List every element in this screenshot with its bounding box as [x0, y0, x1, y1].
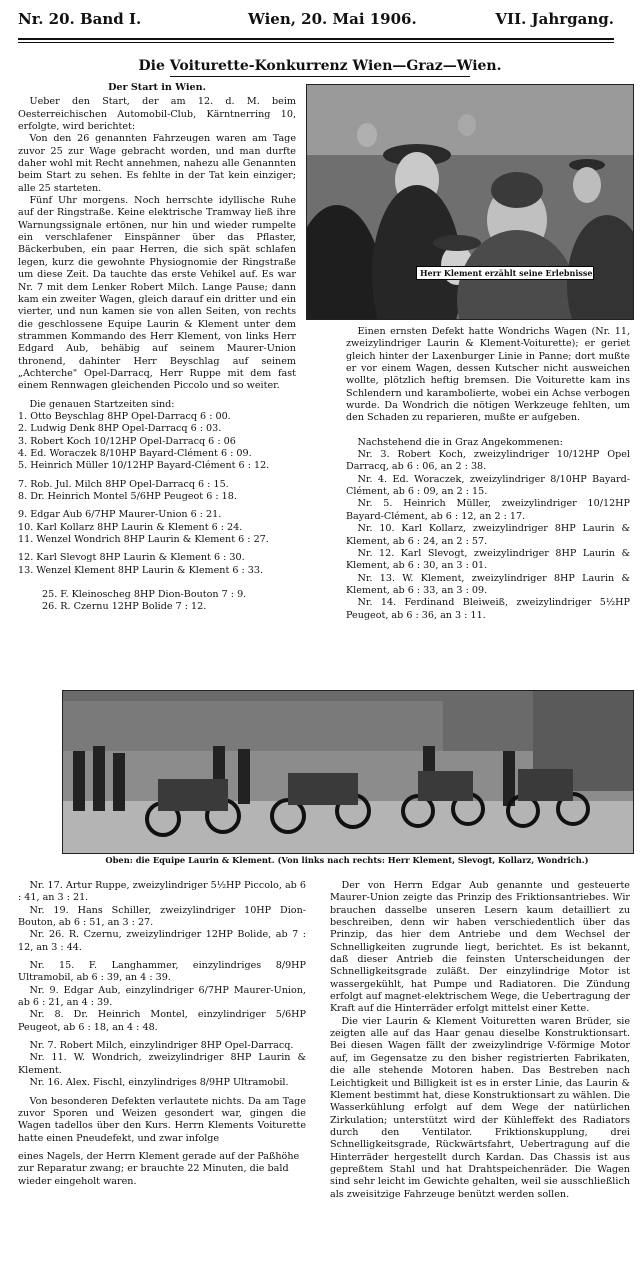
arrival-list-item: Nr. 7. Robert Milch, einzylindriger 8HP Opel-Darracq. — [29, 1040, 294, 1052]
crowd-illustration — [307, 85, 633, 319]
paragraph: Der von Herrn Edgar Aub genannte und gesteuerte Maurer-Union zeigte das Prinzip des Friktionsantriebes. Wir brauchen dasselbe unseren Lesern kaum detailliert zu beschreiben, denn wir haben verschiedentlich über das Prinzip, das hier dem Antriebe und dem Wechsel der Schnelligkeiten zugrunde liegt, berichtet. Es ist bekannt, daß dieser Antrieb die feinsten Unterscheidungen der Schnelligkeitsgrade zuläßt. Der einzylindrige Motor ist wassergekühlt, hat Pumpe und Radiatoren. Die Zündung erfolgt auf magnet-elektrischem Wege, die Uebertragung der Kraft auf die Hinterräder erfolgt mittelst einer Kette. — [330, 880, 630, 1015]
arrival-list-item: Nr. 15. F. Langhammer, einzylindriges 8/9HP Ultramobil, ab 6 : 39, an 4 : 39. — [18, 960, 306, 984]
start-list-item: 12. Karl Slevogt 8HP Laurin & Klement 6 : 30. — [18, 552, 245, 564]
paragraph: Von besonderen Defekten verlautete nichts. Da am Tage zuvor Sporen und Weizen gesondert war, gingen die Wagen tadellos über den Kurs. Herrn Klements Voiturette hatte einen Pneudefekt, und zwar infolge — [18, 1095, 306, 1144]
arrival-list-item: Nr. 9. Edgar Aub, einzylindriger 6/7HP Maurer-Union, ab 6 : 21, an 4 : 39. — [18, 984, 306, 1009]
graz-list-item: Nr. 14. Ferdinand Bleiweiß, zweizylindriger 5½HP Peugeot, ab 6 : 36, an 3 : 11. — [346, 597, 630, 621]
start-list-item: 1. Otto Beyschlag 8HP Opel-Darracq 6 : 00. — [18, 410, 231, 422]
header-rule — [18, 38, 614, 40]
title-rule — [170, 76, 470, 77]
graz-list-item: Nr. 13. W. Klement, zweizylindriger 8HP Laurin & Klement, ab 6 : 33, an 3 : 09. — [346, 572, 630, 596]
arrival-list-item: Nr. 8. Dr. Heinrich Montel, einzylindriger 5/6HP Peugeot, ab 6 : 18, an 4 : 48. — [18, 1009, 306, 1033]
start-list-item: 25. F. Kleinoscheg 8HP Dion-Bouton 7 : 9. — [42, 589, 247, 601]
start-list-item: 26. R. Czernu 12HP Bolide 7 : 12. — [42, 601, 207, 613]
photo-equipe-laurin-klement — [62, 690, 634, 854]
start-list-item: 11. Wenzel Wondrich 8HP Laurin & Klement 6 : 27. — [18, 534, 269, 546]
graz-list-item: Nr. 3. Robert Koch, zweizylindriger 10/12HP Opel Darracq, ab 6 : 06, an 2 : 38. — [346, 449, 630, 473]
graz-list-item: Nr. 4. Ed. Woraczek, zweizylindriger 8/10HP Bayard-Clément, ab 6 : 09, an 2 : 15. — [346, 473, 630, 498]
graz-list-item: Nr. 12. Karl Slevogt, zweizylindriger 8HP Laurin & Klement, ab 6 : 30, an 3 : 01. — [346, 547, 630, 572]
photo1-caption: Herr Klement erzählt seine Erlebnisse. — [416, 266, 594, 280]
start-list-item: 7. Rob. Jul. Milch 8HP Opel-Darracq 6 : 15. — [18, 478, 229, 490]
graz-heading: Nachstehend die in Graz Angekommenen: — [357, 436, 563, 448]
arrival-list-item: Nr. 26. R. Czernu, zweizylindriger 12HP Bolide, ab 7 : 12, an 3 : 44. — [18, 929, 306, 953]
right-column-top — [346, 326, 630, 622]
start-list-item: 2. Ludwig Denk 8HP Opel-Darracq 6 : 03. — [18, 423, 222, 435]
start-list-item: 13. Wenzel Klement 8HP Laurin & Klement 6 : 33. — [18, 564, 264, 576]
start-list-item: 3. Robert Koch 10/12HP Opel-Darracq 6 : 06 — [18, 435, 236, 447]
start-list-item: 9. Edgar Aub 6/7HP Maurer-Union 6 : 21. — [18, 509, 222, 521]
start-list-item: 10. Karl Kollarz 8HP Laurin & Klement 6 : 24. — [18, 521, 243, 533]
graz-list-item: Nr. 10. Karl Kollarz, zweizylindriger 8HP Laurin & Klement, ab 6 : 24, an 2 : 57. — [346, 523, 630, 547]
paragraph: eines Nagels, der Herrn Klement gerade auf der Paßhöhe zur Reparatur zwang; er brauchte 22 Minuten, die bald wieder eingeholt waren. — [18, 1150, 300, 1187]
article-title: Die Voiturette-Konkurrenz Wien—Graz—Wien. — [138, 58, 502, 74]
page-header — [18, 10, 614, 34]
start-list-item: 8. Dr. Heinrich Montel 5/6HP Peugeot 6 : 18. — [18, 491, 237, 502]
arrival-list-item: Nr. 16. Alex. Fischl, einzylindriges 8/9HP Ultramobil. — [29, 1077, 289, 1089]
paragraph: Ueber den Start, der am 12. d. M. beim Oesterreichischen Automobil-Club, Kärntnerring 10, erfolgte, wird berichtet: — [18, 96, 296, 133]
paragraph: Einen ernsten Defekt hatte Wondrichs Wagen (Nr. 11, zweizylindriger Laurin & Klement-Voiturette); er geriet gleich hinter der Laxenburger Linie in Panne; dort mußte er vor einem Wagen, dessen Kutscher nicht ausweichen wollte, plötzlich heftig bremsen. Die Voiturette kam ins Schlendern und karambolierte, wobei ein Achse verbogen wurde. Da Wondrich die nötigen Werkzeuge fehlten, um den Schaden zu reparieren, mußte er aufgeben. — [346, 326, 630, 424]
cars-illustration — [63, 691, 633, 853]
arrival-list-item: Nr. 11. W. Wondrich, zweizylindriger 8HP Laurin & Klement. — [18, 1052, 306, 1076]
photo2-caption: Oben: die Equipe Laurin & Klement. (Von links nach rechts: Herr Klement, Slevogt, Kollarz, Wondrich.) — [105, 855, 589, 865]
left-column-bottom — [18, 880, 306, 1188]
issue-date: Wien, 20. Mai 1906. — [248, 10, 417, 28]
arrival-list-item: Nr. 19. Hans Schiller, zweizylindriger 10HP Dion-Bouton, ab 6 : 51, an 3 : 27. — [18, 904, 306, 929]
paragraph: Von den 26 genannten Fahrzeugen waren am Tage zuvor 25 zur Wage gebracht worden, und man durfte daher wohl mit Recht annehmen, nahezu alle Genannten beim Start zu sehen. Es fehlte in der Tat kein einziger; alle 25 starteten. — [18, 133, 296, 194]
volume-year: VII. Jahrgang. — [495, 10, 614, 28]
right-column-bottom — [330, 880, 630, 1201]
header-rule-thin — [18, 42, 614, 43]
photo-klement-crowd — [306, 84, 634, 320]
issue-number: Nr. 20. Band I. — [18, 10, 142, 28]
arrival-list-item: Nr. 17. Artur Ruppe, zweizylindriger 5½HP Piccolo, ab 6 : 41, an 3 : 21. — [18, 880, 306, 904]
start-list-item: 5. Heinrich Müller 10/12HP Bayard-Clément 6 : 12. — [18, 460, 270, 472]
graz-list-item: Nr. 5. Heinrich Müller, zweizylindriger 10/12HP Bayard-Clément, ab 6 : 12, an 2 : 17. — [346, 498, 630, 522]
start-list-item: 4. Ed. Woraczek 8/10HP Bayard-Clément 6 : 09. — [18, 447, 252, 459]
article-subtitle: Der Start in Wien. — [108, 82, 206, 93]
paragraph: Die genauen Startzeiten sind: — [29, 398, 175, 410]
paragraph: Die vier Laurin & Klement Voituretten waren Brüder, sie zeigten alle auf das Haar genau dieselbe Konstruktionsart. Bei diesen Wagen fällt der zweizylindrige V-förmige Motor auf, im Gegensatze zu den bisher registrierten Fabrikaten, die alle stehende Motoren haben. Das Bestreben nach Leichtigkeit und Billigkeit ist es in erster Linie, das Laurin & Klement bestimmt hat, diese Konstruktionsart zu wählen. Die Wasserkühlung erfolgt auf dem Wege der natürlichen Zirkulation; unterstützt wird der Kühleffekt des Radiators durch den Ventilator. Friktionskupplung, drei Schnelligkeitsgrade, Rückwärtsfahrt, Uebertragung auf die Hinterräder hergestellt durch Kardan. Das Chassis ist aus gepreßtem Stahl und hat Drahtspeichenräder. Die Wagen sind sehr leicht im Gewichte gehalten, weil sie ausschließlich als zweisitzige Fahrzeuge benützt werden sollen. — [330, 1015, 631, 1200]
paragraph: Fünf Uhr morgens. Noch herrschte idyllische Ruhe auf der Ringstraße. Keine elektrische Tramway ließ ihre Warnungssignale ertönen, nur hin und wieder rumpelte ein verschlafener Einspänner über das Pflaster, Bäckerbuben, ein paar Herren, die sich spät schlafen legen, kurz die gewohnte Physiognomie der Ringstraße um diese Zeit. Da tauchte das erste Vehikel auf. Es war Nr. 7 mit dem Lenker Robert Milch. Lange Pause; dann kam ein zweiter Wagen, gleich darauf ein dritter und ein vierter, und nun kamen sie von allen Seiten, von rechts die geschlossene Equipe Laurin & Klement unter dem strammen Kommando des Herr Klement, von links Herr Edgard Aub, behäbig auf seinem Maurer-Union thronend, dahinter Herr Beyschlag auf seinem „Achterche" Opel-Darracq, Herr Ruppe mit dem fast einem Rennwagen gleichenden Piccolo und so weiter. — [18, 195, 296, 392]
left-column-top — [18, 82, 296, 614]
